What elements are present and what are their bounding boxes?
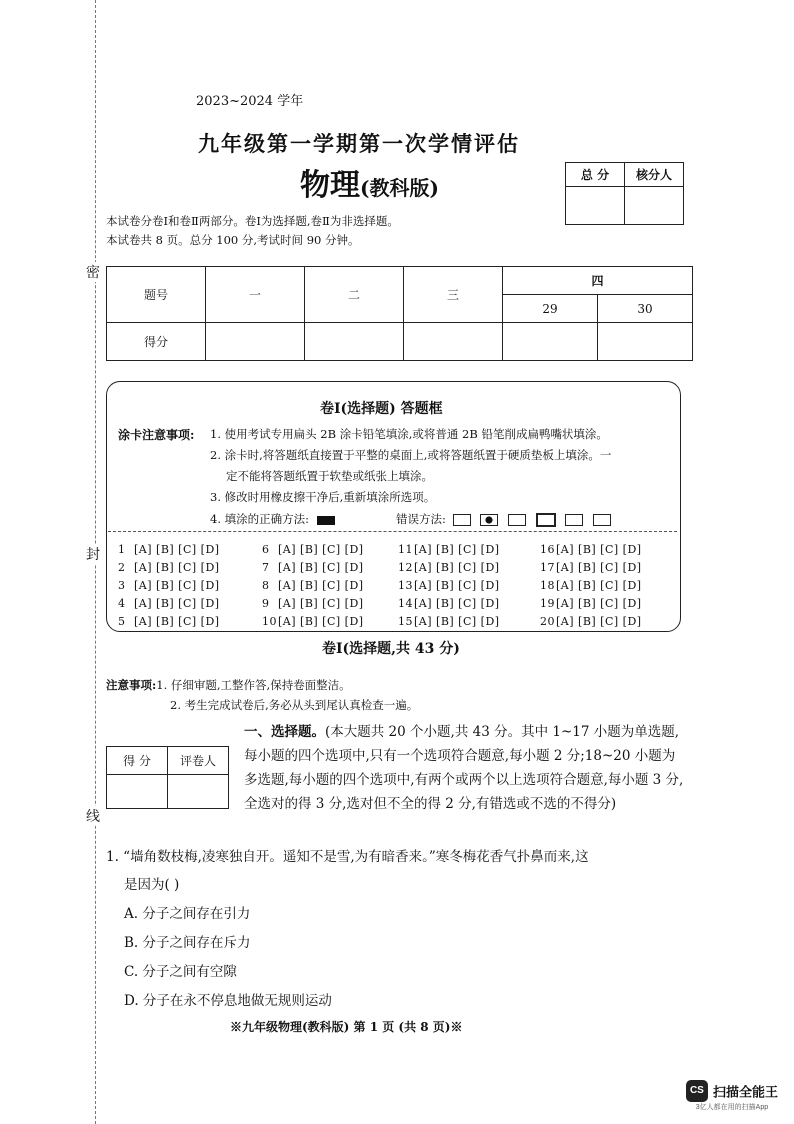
answer-bubble-q9[interactable] [262,597,364,610]
answer-frame-title: 卷Ⅰ(选择题) 答题框 [320,401,443,417]
answer-bubble-q1[interactable] [118,543,220,556]
scanner-watermark [686,1080,778,1112]
fill-method-row [210,511,335,527]
bubble-options[interactable]: [A] [B] [C] [D] [556,561,642,574]
total-score-box [565,162,684,225]
intro-line-2: 本试卷共 8 页。总分 100 分,考试时间 90 分钟。 [106,233,360,247]
section-one-instructions [244,720,684,816]
correct-method-label: 4. 填涂的正确方法: [210,512,310,526]
grade-table-col-2: 二 [305,267,404,323]
question-number: 1 [118,543,126,556]
marker-score-cell [107,775,168,809]
marker-score-label: 得 分 [107,747,168,775]
question-number: 7 [262,561,270,574]
marker-reviewer-cell [168,775,229,809]
answer-bubble-q16[interactable] [540,543,642,556]
frame-divider [108,531,677,532]
answer-bubble-q7[interactable] [262,561,364,574]
question-number: 4 [118,597,126,610]
grade-table-col-1: 一 [206,267,305,323]
answer-bubble-q13[interactable] [398,579,500,592]
question-number: 11 [398,543,413,556]
care-line-2: 2. 考生完成试卷后,务必从头到尾认真检查一遍。 [170,698,419,712]
wrong-slash-sample [593,514,611,526]
wrong-line-sample [536,513,556,527]
answer-bubble-q17[interactable] [540,561,642,574]
answer-bubble-q10[interactable] [262,615,364,628]
question-1-option-d: D. 分子在永不停息地做无规则运动 [124,993,332,1009]
bubble-options[interactable]: [A] [B] [C] [D] [556,579,642,592]
question-number: 13 [398,579,413,592]
bubble-options[interactable]: [A] [B] [C] [D] [134,543,220,556]
section-title: 卷Ⅰ(选择题,共 43 分) [322,641,460,657]
correct-fill-sample [317,516,335,525]
camscanner-logo-icon: CS [686,1080,708,1102]
question-1-option-b: B. 分子之间存在斥力 [124,935,251,951]
total-score-label: 总 分 [566,163,625,187]
answer-bubble-q14[interactable] [398,597,500,610]
subject-edition: (教科版) [360,176,439,200]
question-number: 16 [540,543,555,556]
bubble-options[interactable]: [A] [B] [C] [D] [414,579,500,592]
intro-line-1: 本试卷分卷Ⅰ和卷Ⅱ两部分。卷Ⅰ为选择题,卷Ⅱ为非选择题。 [106,214,399,228]
checker-label: 核分人 [625,163,684,187]
wrong-method-label: 错误方法: [396,512,446,526]
wrong-check-sample [453,514,471,526]
watermark-app-name: 扫描全能王 [712,1084,778,1100]
answer-bubble-q8[interactable] [262,579,364,592]
bubble-options[interactable]: [A] [B] [C] [D] [414,543,500,556]
question-number: 9 [262,597,270,610]
answer-bubble-q12[interactable] [398,561,500,574]
question-number: 14 [398,597,413,610]
total-score-cell [566,187,625,225]
grade-table-col-4: 四 [503,267,693,295]
care-label: 注意事项: [106,678,157,692]
bubble-options[interactable]: [A] [B] [C] [D] [414,615,500,628]
grade-table-question-label: 题号 [107,267,206,323]
bubble-options[interactable]: [A] [B] [C] [D] [278,579,364,592]
bubble-options[interactable]: [A] [B] [C] [D] [556,543,642,556]
page-footer: ※九年级物理(教科版) 第 1 页 (共 8 页)※ [230,1020,463,1034]
care-line-1: 1. 仔细审题,工整作答,保持卷面整洁。 [156,678,351,692]
grade-table-col-3: 三 [404,267,503,323]
question-number: 2 [118,561,126,574]
question-number: 6 [262,543,270,556]
section-one-text: (本大题共 20 个小题,共 43 分。其中 1~17 小题为单选题,每小题的四个选项中,只有一个选项符合题意,每小题 2 分;18~20 小题为多选题,每小题的四个选项中,有两个或两个以上选项符合题意,每小题 3 分,全选对的得 3 分,选对但不全的得 2 分,有错选或不选的不得分) [244,724,684,812]
care-notes [106,675,418,715]
bubble-options[interactable]: [A] [B] [C] [D] [278,561,364,574]
question-number: 3 [118,579,126,592]
watermark-tagline: 3亿人都在用的扫描App [695,1104,769,1111]
subject-title [300,160,439,204]
bubble-options[interactable]: [A] [B] [C] [D] [278,543,364,556]
question-number: 18 [540,579,555,592]
answer-bubble-q3[interactable] [118,579,220,592]
bubble-options[interactable]: [A] [B] [C] [D] [414,597,500,610]
wrong-partial-sample [565,514,583,526]
question-1 [106,843,686,899]
bubble-options[interactable]: [A] [B] [C] [D] [556,615,642,628]
margin-char-feng: 封 [80,544,106,564]
wrong-method-row [396,511,614,527]
question-1-stem-line-2: 是因为( ) [124,877,180,893]
answer-bubble-q11[interactable] [398,543,500,556]
bubble-options[interactable]: [A] [B] [C] [D] [556,597,642,610]
question-number: 15 [398,615,413,628]
answer-bubble-q4[interactable] [118,597,220,610]
margin-char-mi: 密 [80,262,106,282]
grade-table-score-cell [598,323,693,361]
checker-cell [625,187,684,225]
school-year: 2023~2024 学年 [196,94,304,109]
question-1-option-c: C. 分子之间有空隙 [124,964,237,980]
answer-bubble-q5[interactable] [118,615,220,628]
question-number: 19 [540,597,555,610]
answer-bubble-q2[interactable] [118,561,220,574]
wrong-dot-sample [480,514,498,526]
grade-table-score-cell [404,323,503,361]
notice-line-2: 2. 涂卡时,将答题纸直接置于平整的桌面上,或将答题纸置于硬质垫板上填涂。一 [210,448,612,462]
answer-bubble-q15[interactable] [398,615,500,628]
question-1-option-a: A. 分子之间存在引力 [124,906,251,922]
notice-label: 涂卡注意事项: [118,428,195,442]
question-number: 12 [398,561,413,574]
grade-table-score-cell [305,323,404,361]
exam-title: 九年级第一学期第一次学情评估 [198,131,520,156]
answer-bubble-q19[interactable] [540,597,642,610]
question-number: 20 [540,615,555,628]
question-1-stem-line-1: 1. “墙角数枝梅,凌寒独自开。遥知不是雪,为有暗香来。”寒冬梅花香气扑鼻而来,这 [106,849,589,865]
question-number: 17 [540,561,555,574]
marker-box [106,746,229,809]
grade-table-score-label: 得分 [107,323,206,361]
question-number: 10 [262,615,277,628]
bubble-options[interactable]: [A] [B] [C] [D] [414,561,500,574]
answer-frame [106,381,681,632]
question-number: 5 [118,615,126,628]
answer-bubble-q18[interactable] [540,579,642,592]
subject-name: 物理 [300,168,360,203]
answer-bubble-q6[interactable] [262,543,364,556]
notice-line-1: 1. 使用考试专用扁头 2B 涂卡铅笔填涂,或将普通 2B 铅笔削成扁鸭嘴状填涂。 [210,427,608,441]
notice-line-4: 3. 修改时用橡皮擦干净后,重新填涂所选项。 [210,490,436,504]
marker-reviewer-label: 评卷人 [168,747,229,775]
grade-table-sub-29: 29 [503,295,598,323]
grade-table-score-cell [206,323,305,361]
margin-char-xian: 线 [80,806,106,826]
wrong-cross-sample [508,514,526,526]
bubble-options[interactable]: [A] [B] [C] [D] [134,597,220,610]
exam-intro [106,212,399,250]
grade-table-score-cell [503,323,598,361]
notice-line-3: 定不能将答题纸置于软垫或纸张上填涂。 [226,469,433,483]
grade-table-sub-30: 30 [598,295,693,323]
answer-bubble-q20[interactable] [540,615,642,628]
bubble-options[interactable]: [A] [B] [C] [D] [278,597,364,610]
section-one-title: 一、选择题。 [244,724,325,740]
bubble-options[interactable]: [A] [B] [C] [D] [134,615,220,628]
bubble-options[interactable]: [A] [B] [C] [D] [278,615,364,628]
bubble-options[interactable]: [A] [B] [C] [D] [134,561,220,574]
bubble-options[interactable]: [A] [B] [C] [D] [134,579,220,592]
question-number: 8 [262,579,270,592]
grade-table [106,266,693,361]
